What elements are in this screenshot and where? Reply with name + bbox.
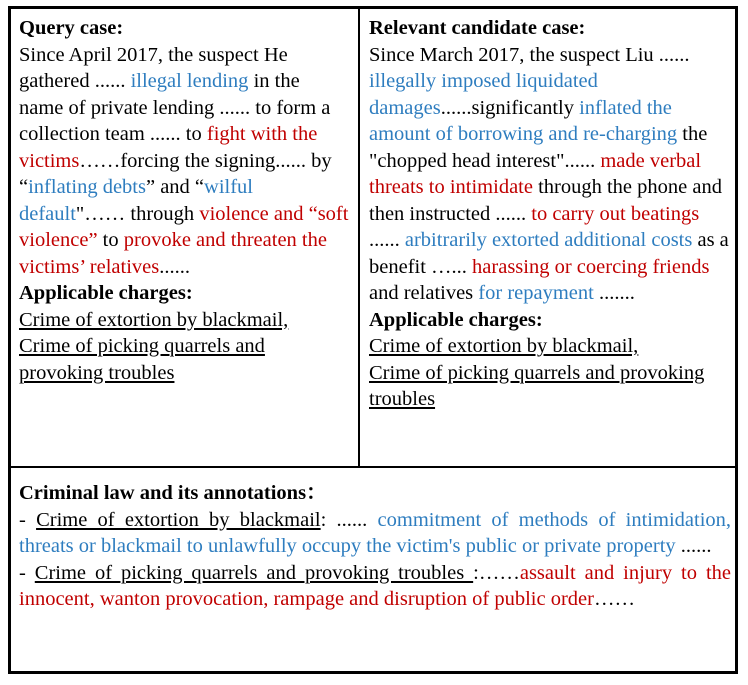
highlight-liquidated-damages: illegally imposed liquidated damages <box>369 70 598 119</box>
query-charge-2: Crime of picking quarrels and provoking troubles <box>19 335 265 384</box>
law-charge-extortion: Crime of extortion by blackmail <box>36 508 321 531</box>
query-charges-heading: Applicable charges: <box>19 282 193 304</box>
candidate-case-heading: Relevant candidate case: <box>369 17 586 39</box>
highlight-harassing: harassing or coercing friends <box>472 255 710 278</box>
candidate-text: Since March 2017, the suspect Liu ...... illegally imposed liquidated damages......significantly inflated the amount of borrowing and re-charging the "chopped head interest"...... made verbal threats to intimidate through the phone and then instructed ...... to carry out beatings ...... arbitrarily extorted additional costs as a benefit …... harassing or coercing friends and relatives for repayment ....... <box>369 43 729 304</box>
criminal-law-cell <box>19 480 731 613</box>
highlight-provoke-threaten: provoke and threaten the victims’ relatives <box>19 229 327 278</box>
law-annotation-quarrels: assault and injury to the innocent, wanton provocation, rampage and disruption of public order <box>19 561 731 610</box>
candidate-charge-2: Crime of picking quarrels and provoking troubles <box>369 361 705 410</box>
query-charge-1: Crime of extortion by blackmail, <box>19 308 289 331</box>
candidate-charges-heading: Applicable charges: <box>369 308 543 331</box>
column-divider <box>358 9 360 466</box>
row-divider <box>11 466 735 468</box>
highlight-repayment: for repayment <box>478 282 594 304</box>
law-charge-quarrels: Crime of picking quarrels and provoking troubles <box>34 561 474 584</box>
query-text: Since April 2017, the suspect He gathered ...... illegal lending in the name of private lending ...... to form a collection team ...... to fight with the victims……forcing the signing...... by “inflating debts” and “wilful default"…… through violence and “soft violence” to provoke and threaten the victims’ relatives...... <box>19 43 349 278</box>
highlight-inflated-borrowing: inflated the amount of borrowing and re-charging <box>369 96 678 145</box>
highlight-illegal-lending: illegal lending <box>130 70 249 92</box>
candidate-case-cell <box>369 15 731 413</box>
highlight-inflating-debts: inflating debts <box>28 176 146 198</box>
law-item-quarrels: - Crime of picking quarrels and provoking troubles :……assault and injury to the innocent, wanton provocation, rampage and disruption of public order…… <box>19 561 731 610</box>
query-case-heading: Query case: <box>19 17 124 39</box>
query-case-cell <box>19 15 349 386</box>
candidate-charge-1: Crime of extortion by blackmail, <box>369 335 639 357</box>
highlight-fight-victims: fight with the victims <box>19 123 318 172</box>
highlight-beatings: to carry out beatings <box>531 202 700 225</box>
highlight-verbal-threats: made verbal threats to intimidate <box>369 149 702 198</box>
law-annotation-extortion: commitment of methods of intimidation, threats or blackmail to unlawfully occupy the victim's public or private property <box>19 508 732 557</box>
comparison-table <box>8 6 738 674</box>
criminal-law-heading: Criminal law and its annotations： <box>19 482 327 504</box>
law-item-extortion: - Crime of extortion by blackmail: ...... commitment of methods of intimidation, threats or blackmail to unlawfully occupy the victim's public or private property ...... <box>19 508 732 557</box>
highlight-extorted-costs: arbitrarily extorted additional costs <box>404 229 693 251</box>
highlight-soft-violence: violence and “soft violence” <box>19 202 349 251</box>
highlight-wilful-default: wilful default <box>19 176 253 225</box>
